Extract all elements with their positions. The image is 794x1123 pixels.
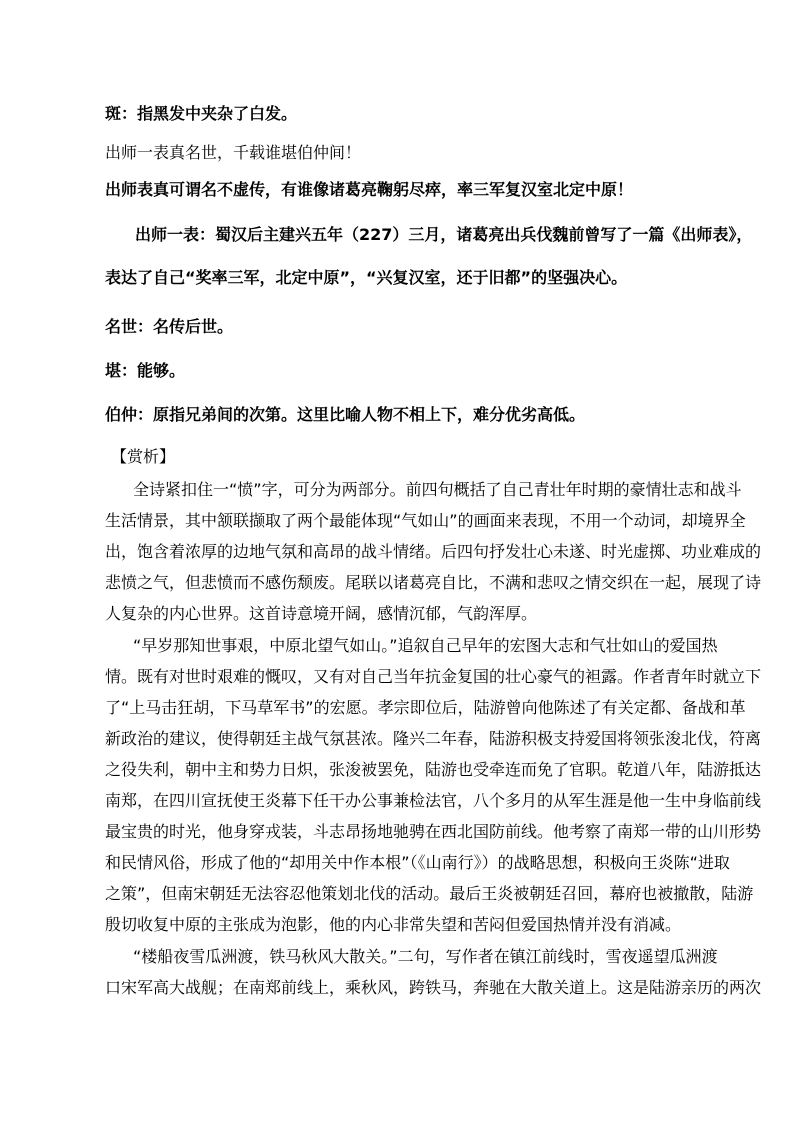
- analysis-heading: 【赏析】: [111, 447, 176, 466]
- analysis-line: 最宝贵的时光，他身穿戎装，斗志昂扬地驰骋在西北国防前线。他考察了南郑一带的山川形势: [105, 822, 762, 841]
- analysis-line: “早岁那知世事艰，中原北望气如山。”追叙自己早年的宏图大志和气壮如山的爱国热: [133, 636, 718, 655]
- note-mingshi: 名世：名传后世。: [105, 317, 234, 336]
- analysis-line: 生活情景，其中颔联撷取了两个最能体现“气如山”的画面来表现，不用一个动词，却境界全: [105, 511, 746, 530]
- analysis-line: 全诗紧扣住一“愤”字，可分为两部分。前四句概括了自己青壮年时期的豪情壮志和战斗: [133, 480, 742, 499]
- analysis-line: 之役失利，朝中主和势力日炽，张浚被罢免，陆游也受牵连而免了官职。乾道八年，陆游抵达: [105, 760, 762, 779]
- analysis-line: 之策”，但南宋朝廷无法容忍他策划北伐的活动。最后王炎被朝廷召回，幕府也被撤散，陆游: [105, 884, 754, 903]
- note-chushi-line1: 出师一表：蜀汉后主建兴五年（227）三月，诸葛亮出兵伐魏前曾写了一篇《出师表》，: [135, 225, 753, 244]
- analysis-line: 新政治的建议，使得朝廷主战气氛甚浓。隆兴二年春，陆游积极支持爱国将领张浚北伐，符离: [105, 729, 762, 748]
- analysis-line: 南郑，在四川宣抚使王炎幕下任干办公事兼检法官，八个多月的从军生涯是他一生中身临前线: [105, 791, 762, 810]
- analysis-line: 悲愤之气，但悲愤而不感伤颓废。尾联以诸葛亮自比，不满和悲叹之情交织在一起，展现了诗: [105, 573, 762, 592]
- note-verse: 出师一表真名世，千载谁堪伯仲间！: [105, 143, 362, 162]
- note-summary: 出师表真可谓名不虚传，有谁像诸葛亮鞠躬尽瘁，率三军复汉室北定中原！: [105, 180, 634, 199]
- analysis-line: 了“上马击狂胡，下马草军书”的宏愿。孝宗即位后，陆游曾向他陈述了有关定都、备战和革: [105, 698, 746, 717]
- analysis-line: 人复杂的内心世界。这首诗意境开阔，感情沉郁，气韵浑厚。: [105, 604, 538, 623]
- analysis-line: 出，饱含着浓厚的边地气氛和高昂的战斗情绪。后四句抒发壮心未遂、时光虚掷、功业难成的: [105, 542, 762, 561]
- note-ban: 斑：指黑发中夹杂了白发。: [105, 104, 298, 123]
- note-kan: 堪：能够。: [105, 361, 186, 380]
- note-bozhong: 伯仲：原指兄弟间的次第。这里比喻人物不相上下，难分优劣高低。: [105, 405, 586, 424]
- analysis-line: 情。既有对世时艰难的慨叹，又有对自己当年抗金复国的壮心豪气的袒露。作者青年时就立下: [105, 667, 762, 686]
- analysis-line: 殷切收复中原的主张成为泡影，他的内心非常失望和苦闷但爱国热情并没有消减。: [105, 915, 682, 934]
- analysis-line: 和民情风俗，形成了他的“却用关中作本根”（《山南行》）的战略思想，积极向王炎陈“进取: [105, 853, 730, 872]
- note-chushi-line2: 表达了自己“奖率三军，北定中原”，“兴复汉室，还于旧都”的坚强决心。: [105, 268, 628, 287]
- analysis-line: 口宋军高大战舰；在南郑前线上，乘秋风，跨铁马，奔驰在大散关道上。这是陆游亲历的两次: [105, 978, 762, 997]
- analysis-line: “楼船夜雪瓜洲渡，铁马秋风大散关。”二句，写作者在镇江前线时，雪夜遥望瓜洲渡: [133, 947, 718, 966]
